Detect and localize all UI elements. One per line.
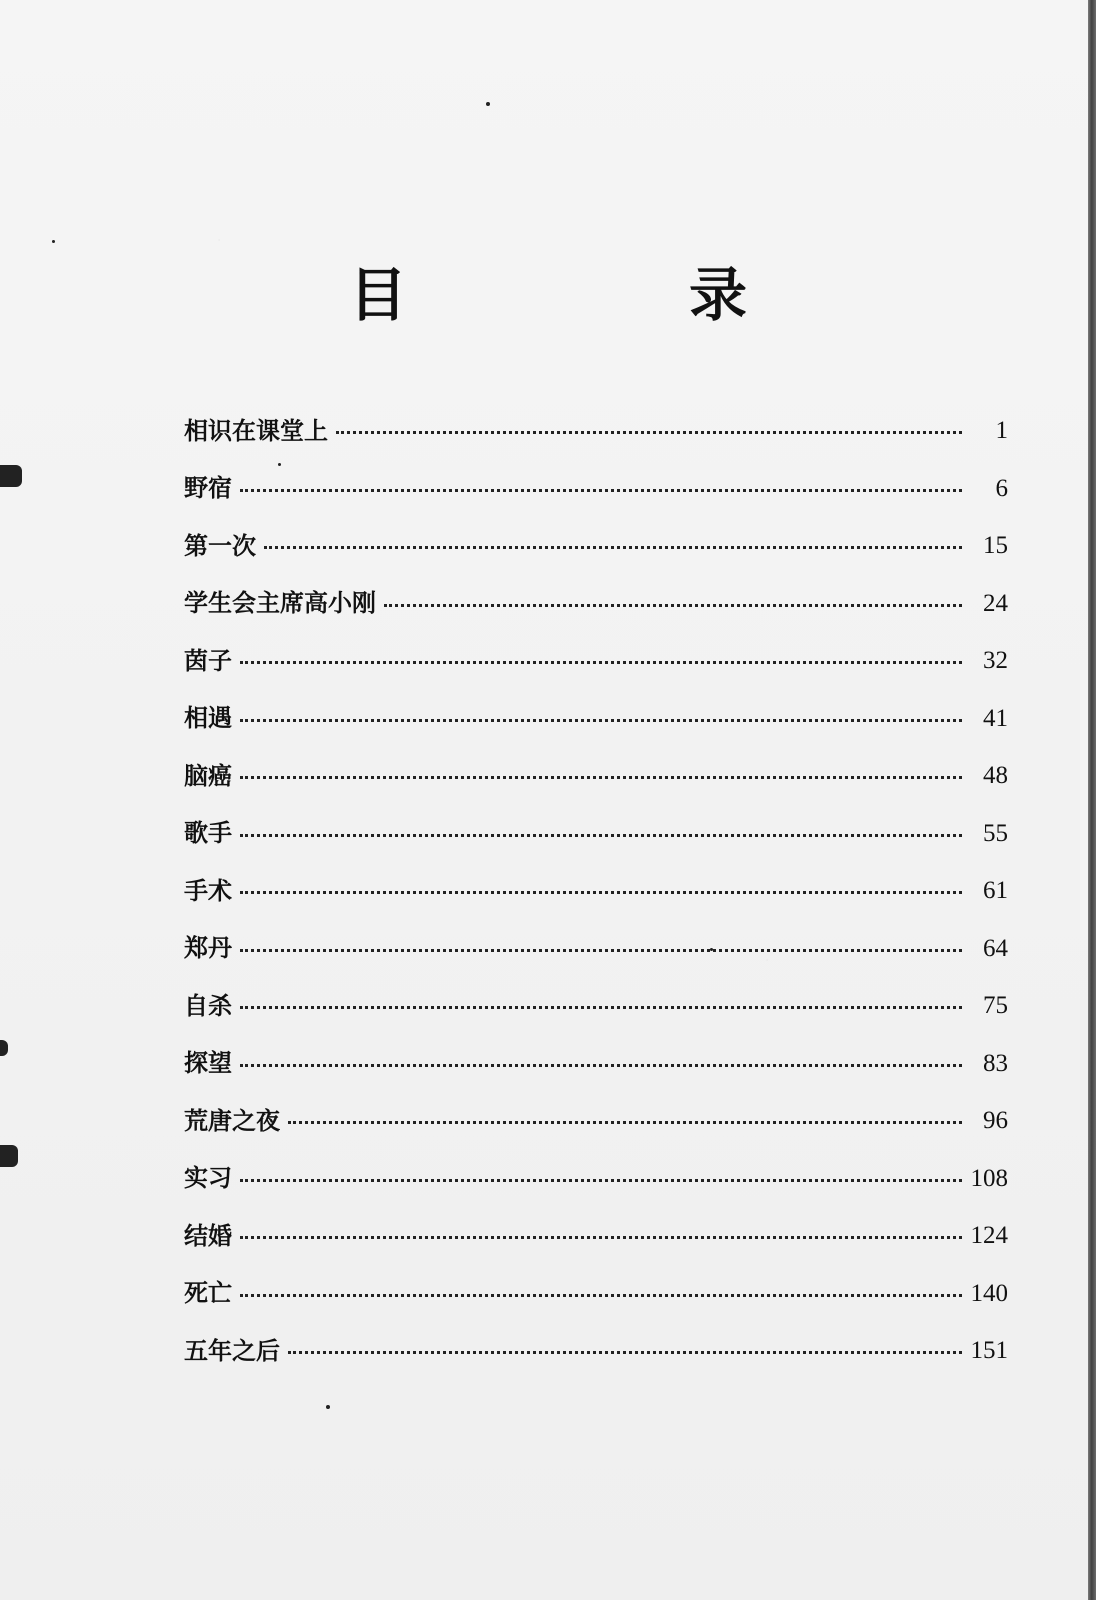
- toc-entry[interactable]: [184, 977, 1008, 1035]
- dot-leader: [240, 776, 962, 779]
- dot-leader: [288, 1351, 962, 1354]
- toc-entry-title: 歌手: [184, 818, 232, 848]
- dot-leader: [240, 891, 962, 894]
- toc-entry[interactable]: [184, 920, 1008, 978]
- page-right-edge-shadow: [1088, 0, 1096, 1600]
- toc-entry-title: 五年之后: [184, 1335, 280, 1365]
- dot-leader: [240, 1294, 962, 1297]
- toc-entry-page-number: 6: [995, 474, 1008, 502]
- toc-entry-page-number: 48: [983, 762, 1008, 790]
- dot-leader: [240, 661, 962, 664]
- toc-entry-title: 茵子: [184, 645, 232, 675]
- toc-entry[interactable]: [184, 862, 1008, 920]
- toc-entry-page-number: 83: [983, 1049, 1008, 1077]
- toc-entry[interactable]: [184, 402, 1008, 460]
- dot-leader: [240, 1179, 962, 1182]
- toc-entry[interactable]: [184, 632, 1008, 690]
- toc-entry[interactable]: [184, 517, 1008, 575]
- toc-entry[interactable]: [184, 575, 1008, 633]
- toc-entry[interactable]: [184, 805, 1008, 863]
- toc-entry-title: 结婚: [184, 1220, 232, 1250]
- dot-leader: [384, 604, 962, 607]
- table-of-contents: [184, 402, 1008, 1380]
- toc-entry-page-number: 61: [983, 877, 1008, 905]
- scan-speck: [486, 102, 490, 106]
- toc-entry-page-number: 64: [983, 934, 1008, 962]
- toc-entry[interactable]: [184, 1092, 1008, 1150]
- toc-entry-page-number: 75: [983, 992, 1008, 1020]
- toc-entry-page-number: 124: [970, 1222, 1008, 1250]
- toc-entry[interactable]: [184, 1322, 1008, 1380]
- dot-leader: [240, 1236, 962, 1239]
- toc-entry[interactable]: [184, 690, 1008, 748]
- toc-entry-title: 自杀: [184, 990, 232, 1020]
- scan-speck: [52, 240, 55, 243]
- left-binding-mark-bottom: [0, 1145, 18, 1167]
- table-of-contents-title: 目 录: [348, 261, 859, 329]
- toc-entry-title: 学生会主席高小刚: [184, 588, 376, 618]
- toc-entry-title: 相识在课堂上: [184, 415, 328, 445]
- dot-leader: [240, 719, 962, 722]
- toc-entry[interactable]: [184, 1035, 1008, 1093]
- toc-entry-title: 实习: [184, 1163, 232, 1193]
- toc-entry-page-number: 96: [983, 1107, 1008, 1135]
- toc-entry-title: 野宿: [184, 473, 232, 503]
- toc-entry[interactable]: [184, 1265, 1008, 1323]
- toc-entry-title: 手术: [184, 875, 232, 905]
- dot-leader: [288, 1121, 962, 1124]
- toc-entry[interactable]: [184, 460, 1008, 518]
- toc-entry-page-number: 55: [983, 819, 1008, 847]
- toc-entry-page-number: 151: [970, 1337, 1008, 1365]
- toc-entry-title: 死亡: [184, 1278, 232, 1308]
- dot-leader: [336, 431, 962, 434]
- toc-entry-title: 荒唐之夜: [184, 1105, 280, 1135]
- scan-speck: [326, 1405, 330, 1409]
- toc-entry[interactable]: [184, 747, 1008, 805]
- dot-leader: [240, 834, 962, 837]
- toc-entry-page-number: 108: [970, 1164, 1008, 1192]
- toc-entry-title: 第一次: [184, 530, 256, 560]
- toc-entry-title: 脑癌: [184, 760, 232, 790]
- toc-entry-page-number: 41: [983, 704, 1008, 732]
- dot-leader: [264, 546, 962, 549]
- toc-entry-title: 相遇: [184, 703, 232, 733]
- toc-entry-title: 探望: [184, 1048, 232, 1078]
- dot-leader: [240, 949, 962, 952]
- left-binding-mark-top: [0, 465, 22, 487]
- toc-entry-page-number: 32: [983, 647, 1008, 675]
- toc-entry-page-number: 15: [983, 532, 1008, 560]
- toc-entry-page-number: 24: [983, 589, 1008, 617]
- toc-entry[interactable]: [184, 1150, 1008, 1208]
- toc-entry[interactable]: [184, 1207, 1008, 1265]
- toc-entry-page-number: 1: [995, 417, 1008, 445]
- toc-entry-title: 郑丹: [184, 933, 232, 963]
- dot-leader: [240, 1006, 962, 1009]
- left-binding-mark-middle: [0, 1040, 8, 1056]
- dot-leader: [240, 489, 962, 492]
- dot-leader: [240, 1064, 962, 1067]
- toc-entry-page-number: 140: [970, 1279, 1008, 1307]
